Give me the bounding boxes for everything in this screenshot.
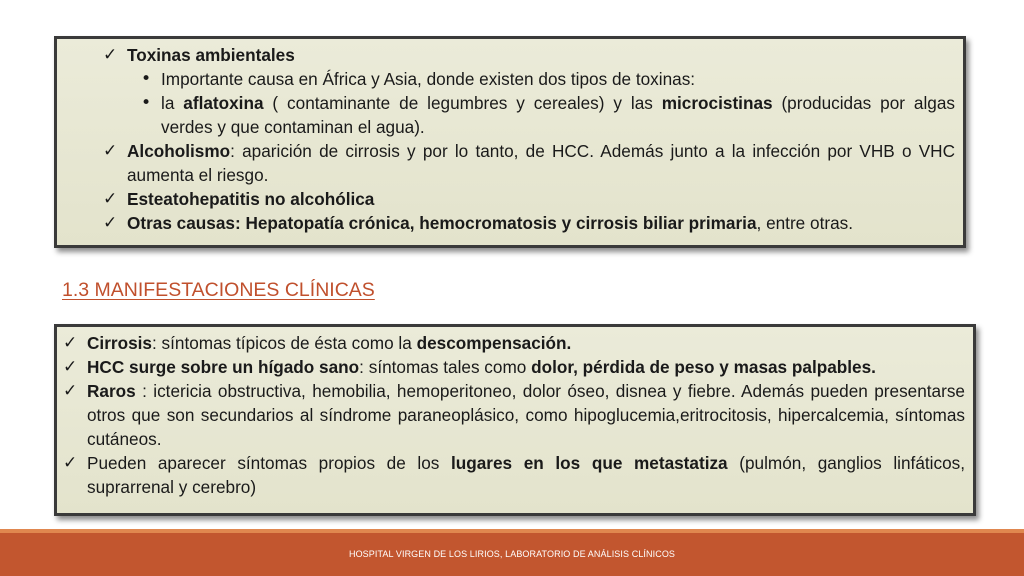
item-text: : aparición de cirrosis y por lo tanto, de HCC. Además junto a la infección por VHB o VHC aumenta el riesgo. bbox=[127, 141, 955, 185]
footer-bar bbox=[0, 529, 1024, 576]
item-text: : ictericia obstructiva, hemobilia, hemoperitoneo, dolor óseo, disnea y fiebre. Además pueden presentarse otros que son secundarios al síndrome paraneoplásico, como hipoglucemia,eritrocitosis, hipercalcemia, síntomas cutáneos. bbox=[87, 381, 965, 449]
item-text: Pueden aparecer síntomas propios de los bbox=[87, 453, 451, 473]
item-bold: Raros bbox=[87, 381, 136, 401]
footer-text: HOSPITAL VIRGEN DE LOS LIRIOS, LABORATORIO DE ANÁLISIS CLÍNICOS bbox=[348, 549, 676, 559]
checkmark-icon: ✓ bbox=[63, 357, 78, 377]
bullet-icon: • bbox=[141, 93, 152, 113]
list-item-esteatohepatitis bbox=[103, 187, 955, 211]
sub-item-aflatoxina bbox=[103, 91, 955, 139]
checkmark-icon: ✓ bbox=[63, 333, 78, 353]
item-text: Importante causa en África y Asia, donde existen dos tipos de toxinas: bbox=[161, 69, 696, 89]
sub-item-africa-asia bbox=[103, 67, 955, 91]
list-item-cirrosis bbox=[63, 331, 965, 355]
list-item-raros bbox=[63, 379, 965, 451]
item-bold: descompensación. bbox=[416, 333, 572, 353]
item-bold: Esteatohepatitis no alcohólica bbox=[127, 189, 375, 209]
section-title: 1.3 MANIFESTACIONES CLÍNICAS bbox=[62, 279, 375, 301]
item-text: : síntomas tales como bbox=[359, 357, 532, 377]
list-item-metastasis bbox=[63, 451, 965, 499]
item-bold: dolor, pérdida de peso y masas palpables. bbox=[531, 357, 876, 377]
item-text: (producidas por algas verdes y que contaminan el agua). bbox=[161, 93, 955, 137]
item-bold: aflatoxina bbox=[183, 93, 264, 113]
item-bold: microcistinas bbox=[661, 93, 773, 113]
checkmark-icon: ✓ bbox=[103, 45, 118, 65]
item-text: (pulmón, ganglios linfáticos, suprarrenal y cerebro) bbox=[87, 453, 966, 497]
item-bold: Alcoholismo bbox=[127, 141, 231, 161]
item-text: : síntomas típicos de ésta como la bbox=[151, 333, 417, 353]
checkmark-icon: ✓ bbox=[103, 213, 118, 233]
item-text: , entre otras. bbox=[756, 213, 854, 233]
list-item-otras-causas bbox=[103, 211, 955, 235]
checkmark-icon: ✓ bbox=[63, 453, 78, 473]
item-text: la bbox=[161, 93, 184, 113]
list-item-toxinas bbox=[103, 43, 955, 67]
causes-box bbox=[54, 36, 966, 248]
item-bold: HCC surge sobre un hígado sano bbox=[87, 357, 360, 377]
checkmark-icon: ✓ bbox=[103, 141, 118, 161]
manifestations-box bbox=[54, 324, 976, 516]
checkmark-icon: ✓ bbox=[63, 381, 78, 401]
item-bold: Otras causas: Hepatopatía crónica, hemocromatosis y cirrosis biliar primaria bbox=[127, 213, 757, 233]
item-bold: Cirrosis bbox=[87, 333, 152, 353]
list-item-alcoholismo bbox=[103, 139, 955, 187]
item-text: ( contaminante de legumbres y cereales) y las bbox=[263, 93, 662, 113]
bullet-icon: • bbox=[141, 69, 152, 89]
item-title: Toxinas ambientales bbox=[127, 45, 295, 65]
checkmark-icon: ✓ bbox=[103, 189, 118, 209]
item-bold: lugares en los que metastatiza bbox=[450, 453, 728, 473]
list-item-hcc bbox=[63, 355, 965, 379]
